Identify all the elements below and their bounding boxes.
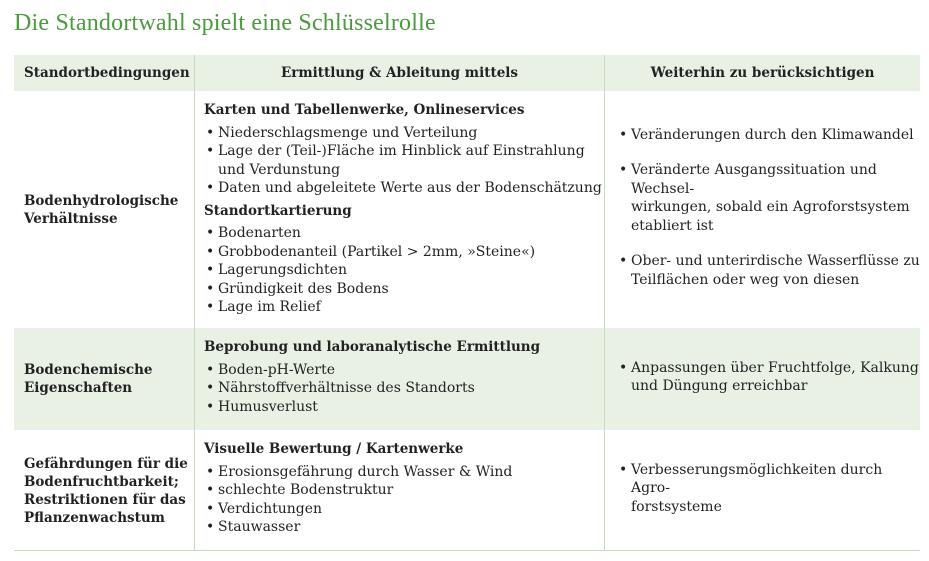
method-heading: Visuelle Bewertung / Kartenwerke bbox=[204, 441, 464, 457]
row-label: Bodenchemische Eigenschaften bbox=[24, 362, 153, 396]
list-item: • Niederschlagsmenge und Verteilung bbox=[204, 124, 604, 143]
list-item: • Nährstoffverhältnisse des Standorts bbox=[204, 379, 604, 398]
row-label: Gefährdungen für die Bodenfruchtbarkeit; Restriktionen für das Pflanzenwachstum bbox=[24, 455, 188, 526]
list-item: • Veränderte Ausgangssituation und Wechsel- wirkungen, sobald ein Agroforstsystem etabliert ist bbox=[617, 161, 920, 235]
list-item: • Stauwasser bbox=[204, 518, 604, 537]
list-item: • Lagerungsdichten bbox=[204, 261, 604, 280]
page-title: Die Standortwahl spielt eine Schlüsselrolle bbox=[14, 10, 436, 36]
method-heading: Karten und Tabellenwerke, Onlineservices bbox=[204, 102, 525, 118]
method-list bbox=[204, 463, 604, 537]
header-determination: Ermittlung & Ableitung mittels bbox=[194, 55, 604, 91]
method-list bbox=[204, 124, 604, 198]
list-item: • Boden-pH-Werte bbox=[204, 361, 604, 380]
list-item: • Anpassungen über Fruchtfolge, Kalkung und Düngung erreichbar bbox=[617, 359, 920, 396]
method-list bbox=[204, 361, 604, 417]
site-conditions-table bbox=[14, 55, 920, 551]
list-item: • Humusverlust bbox=[204, 398, 604, 417]
list-item: • Gründigkeit des Bodens bbox=[204, 280, 604, 299]
list-item: • Erosionsgefährung durch Wasser & Wind bbox=[204, 463, 604, 482]
list-item: • Verdichtungen bbox=[204, 500, 604, 519]
notes-list bbox=[617, 126, 920, 290]
table-row bbox=[14, 430, 920, 551]
row-label: Bodenhydrologische Verhältnisse bbox=[24, 192, 179, 227]
table-row bbox=[14, 91, 920, 328]
table-row bbox=[14, 328, 920, 430]
list-item: • Lage im Relief bbox=[204, 298, 604, 317]
table-bottom-divider bbox=[14, 550, 920, 551]
header-further-considerations: Weiterhin zu berücksichtigen bbox=[604, 55, 920, 91]
header-site-conditions: Standortbedingungen bbox=[24, 65, 190, 81]
list-item: • schlechte Bodenstruktur bbox=[204, 481, 604, 500]
list-item: • Veränderungen durch den Klimawandel bbox=[617, 126, 920, 145]
list-item: • Lage der (Teil-)Fläche im Hinblick auf Einstrahlung und Verdunstung bbox=[204, 142, 604, 179]
method-heading: Beprobung und laboranalytische Ermittlung bbox=[204, 339, 541, 355]
list-item: • Ober- und unterirdische Wasserflüsse zu Teilflächen oder weg von diesen bbox=[617, 252, 920, 289]
notes-list bbox=[617, 359, 920, 396]
table-header-row bbox=[14, 55, 920, 91]
list-item: • Daten und abgeleitete Werte aus der Bodenschätzung bbox=[204, 179, 604, 198]
list-item: • Verbesserungsmöglichkeiten durch Agro- forstsysteme bbox=[617, 461, 920, 517]
method-heading: Standortkartierung bbox=[204, 202, 352, 219]
method-list bbox=[204, 224, 604, 317]
list-item: • Grobbodenanteil (Partikel > 2mm, »Steine«) bbox=[204, 243, 604, 262]
list-item: • Bodenarten bbox=[204, 224, 604, 243]
notes-list bbox=[617, 461, 920, 517]
